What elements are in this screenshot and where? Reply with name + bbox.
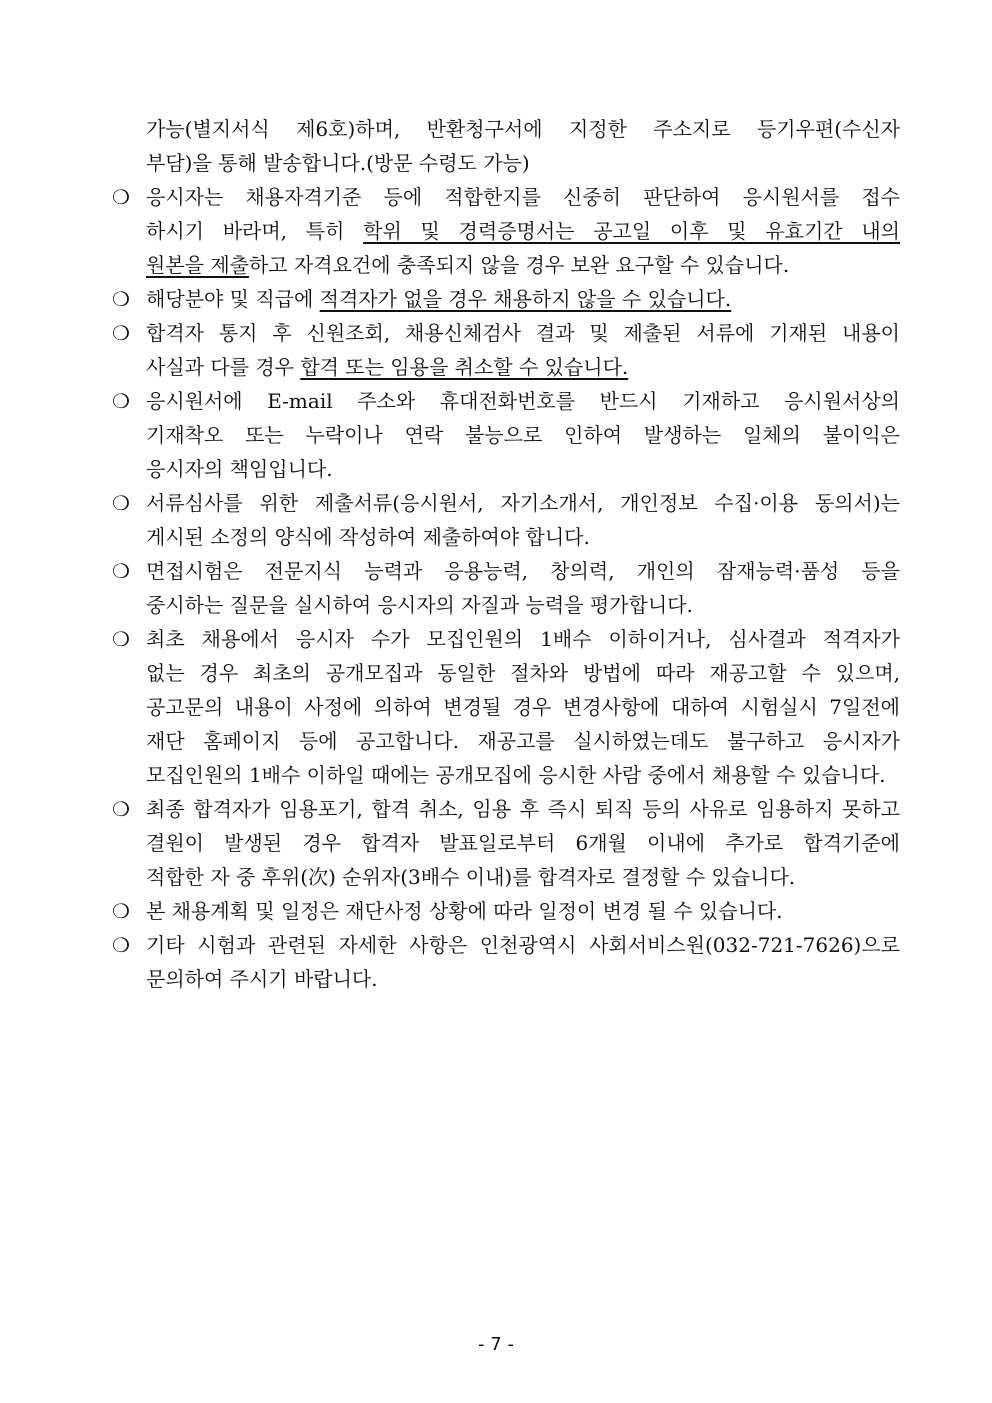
list-item [110, 180, 900, 282]
hollow-circle-bullet-icon: ❍ [112, 287, 130, 311]
text-line: 본 채용계획 및 일정은 재단사정 상황에 따라 일정이 변경 될 수 있습니다. [146, 899, 783, 923]
hollow-circle-bullet-icon: ❍ [112, 321, 130, 345]
text-line: 게시된 소정의 양식에 작성하여 제출하여야 합니다. [146, 525, 590, 549]
list-item [110, 554, 900, 622]
underlined-emphasis: 학위 및 경력증명서는 공고일 이후 및 유효기간 내의 [363, 219, 900, 243]
text-segment: 하고 자격요건에 충족되지 않을 경우 보완 요구할 수 있습니다. [248, 253, 790, 277]
intro-continuation [110, 112, 900, 180]
text-line: 면접시험은 전문지식 능력과 응용능력, 창의력, 개인의 잠재능력·품성 등을 [146, 559, 900, 583]
text-line: 문의하여 주시기 바랍니다. [146, 967, 378, 991]
list-item [110, 622, 900, 792]
text-line: 가능(별지서식 제6호)하며, 반환청구서에 지정한 주소지로 등기우편(수신자 [146, 117, 900, 141]
page-number: - 7 - [478, 1334, 514, 1355]
text-line [146, 214, 900, 248]
hollow-circle-bullet-icon: ❍ [112, 933, 130, 957]
text-line: 서류심사를 위한 제출서류(응시원서, 자기소개서, 개인정보 수집·이용 동의서)는 [146, 491, 900, 515]
hollow-circle-bullet-icon: ❍ [112, 185, 130, 209]
text-line: 없는 경우 최초의 공개모집과 동일한 절차와 방법에 따라 재공고할 수 있으며, [146, 661, 900, 685]
text-line: 공고문의 내용이 사정에 의하여 변경될 경우 변경사항에 대하여 시험실시 7일전에 [146, 695, 900, 719]
text-line: 적합한 자 중 후위(次) 순위자(3배수 이내)를 합격자로 결정할 수 있습니다. [146, 865, 796, 889]
list-item [110, 792, 900, 894]
text-line: 기재착오 또는 누락이나 연락 불능으로 인하여 발생하는 일체의 불이익은 [146, 423, 900, 447]
hollow-circle-bullet-icon: ❍ [112, 491, 130, 515]
text-line: 결원이 발생된 경우 합격자 발표일로부터 6개월 이내에 추가로 합격기준에 [146, 831, 900, 855]
text-line: 모집인원의 1배수 이하일 때에는 공개모집에 응시한 사람 중에서 채용할 수 있습니다. [146, 763, 886, 787]
text-line [146, 248, 900, 282]
list-item [110, 384, 900, 486]
hollow-circle-bullet-icon: ❍ [112, 627, 130, 651]
underlined-emphasis: 원본을 제출 [146, 253, 249, 277]
hollow-circle-bullet-icon: ❍ [112, 389, 130, 413]
text-line: 최초 채용에서 응시자 수가 모집인원의 1배수 이하이거나, 심사결과 적격자가 [146, 627, 900, 651]
text-line: 중시하는 질문을 실시하여 응시자의 자질과 능력을 평가합니다. [146, 593, 693, 617]
hollow-circle-bullet-icon: ❍ [112, 899, 130, 923]
list-item [110, 928, 900, 996]
list-item [110, 486, 900, 554]
text-line: 응시자의 책임입니다. [146, 457, 333, 481]
list-item [110, 282, 900, 316]
list-item [110, 316, 900, 384]
text-segment: 해당분야 및 직급에 [146, 287, 320, 311]
text-line: 기타 시험과 관련된 자세한 사항은 인천광역시 사회서비스원(032-721-7626)으로 [146, 933, 900, 957]
text-line: 응시원서에 E-mail 주소와 휴대전화번호를 반드시 기재하고 응시원서상의 [146, 389, 900, 413]
text-line: 합격자 통지 후 신원조회, 채용신체검사 결과 및 제출된 서류에 기재된 내용이 [146, 321, 900, 345]
notice-body [110, 112, 900, 996]
list-item [110, 894, 900, 928]
text-segment: 사실과 다를 경우 [146, 355, 301, 379]
text-line [146, 350, 900, 384]
underlined-emphasis: 합격 또는 임용을 취소할 수 있습니다. [300, 355, 629, 379]
text-segment: 하시기 바라며, 특히 [146, 219, 364, 243]
hollow-circle-bullet-icon: ❍ [112, 559, 130, 583]
text-line: 응시자는 채용자격기준 등에 적합한지를 신중히 판단하여 응시원서를 접수 [146, 185, 900, 209]
text-line [146, 282, 900, 316]
underlined-emphasis: 적격자가 없을 경우 채용하지 않을 수 있습니다. [319, 287, 732, 311]
text-line: 부담)을 통해 발송합니다.(방문 수령도 가능) [146, 151, 530, 175]
text-line: 최종 합격자가 임용포기, 합격 취소, 임용 후 즉시 퇴직 등의 사유로 임용하지 못하고 [146, 797, 900, 821]
text-line: 재단 홈페이지 등에 공고합니다. 재공고를 실시하였는데도 불구하고 응시자가 [146, 729, 900, 753]
hollow-circle-bullet-icon: ❍ [112, 797, 130, 821]
